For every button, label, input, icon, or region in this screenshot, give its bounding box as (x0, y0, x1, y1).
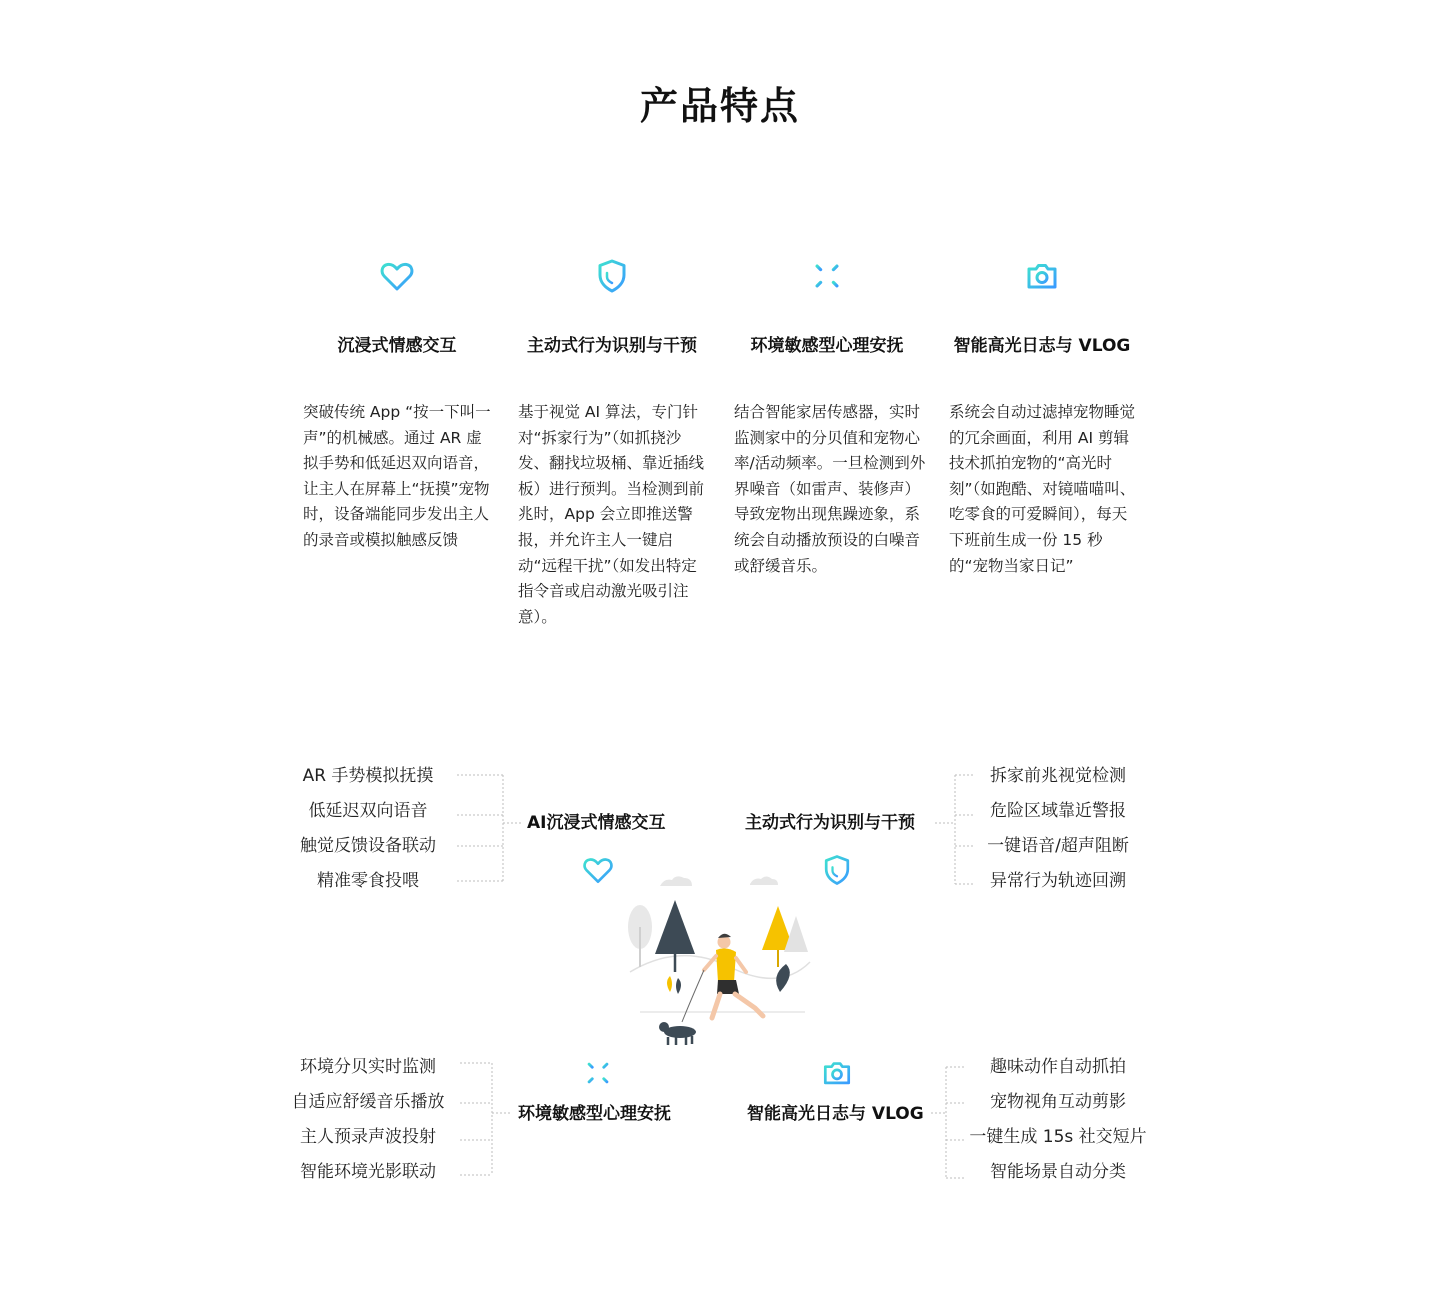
hub3-item-3: 主人预录声波投射 (300, 1127, 436, 1147)
hub2-item-4: 异常行为轨迹回溯 (990, 871, 1126, 891)
hub1-item-4: 精准零食投喂 (317, 871, 419, 891)
hub3-item-2: 自适应舒缓音乐播放 (291, 1092, 445, 1112)
shield-icon (819, 852, 855, 888)
hub-label-2: 主动式行为识别与干预 (745, 813, 915, 833)
feature-title-4: 智能高光日志与 VLOG (953, 336, 1131, 356)
feature-title-3: 环境敏感型心理安抚 (750, 336, 904, 356)
heart-icon (580, 852, 616, 888)
feature-desc-4: 系统会自动过滤掉宠物睡觉的冗余画面，利用 AI 剪辑技术抓拍宠物的“高光时刻”（如跑酷、对镜喵喵叫、吃零食的可爱瞬间），每天下班前生成一份 15 秒的“宠物当家日记” (949, 403, 1136, 575)
page-title: 产品特点 (639, 84, 800, 128)
runner-with-dog-illustration (620, 872, 820, 1052)
hub2-item-3: 一键语音/超声阻断 (987, 836, 1129, 856)
hub4-item-3: 一键生成 15s 社交短片 (969, 1127, 1147, 1147)
hub1-item-1: AR 手势模拟抚摸 (302, 766, 434, 786)
feature-title-1: 沉浸式情感交互 (337, 336, 457, 356)
hub4-item-4: 智能场景自动分类 (990, 1162, 1126, 1182)
feature-title-2: 主动式行为识别与干预 (527, 336, 697, 356)
hub-label-3: 环境敏感型心理安抚 (518, 1104, 671, 1124)
hub2-item-2: 危险区域靠近警报 (990, 801, 1126, 821)
feature-desc-2: 基于视觉 AI 算法，专门针对“拆家行为”（如抓挠沙发、翻找垃圾桶、靠近插线板）进行预判。当检测到前兆时，App 会立即推送警报，并允许主人一键启动“远程干扰”（如发出特定指令音或启动激光吸引注意）。 (518, 403, 705, 626)
hub-label-4: 智能高光日志与 VLOG (747, 1104, 924, 1124)
hub2-item-1: 拆家前兆视觉检测 (990, 766, 1126, 786)
hub1-item-2: 低延迟双向语音 (308, 801, 428, 821)
loading-icon (580, 1055, 616, 1091)
camera-icon (819, 1055, 855, 1091)
hub4-item-1: 趣味动作自动抓拍 (990, 1057, 1126, 1077)
feature-desc-3: 结合智能家居传感器，实时监测家中的分贝值和宠物心率/活动频率。一旦检测到外界噪音（如雷声、装修声）导致宠物出现焦躁迹象，系统会自动播放预设的白噪音或舒缓音乐。 (734, 403, 926, 575)
hub1-item-3: 触觉反馈设备联动 (300, 836, 436, 856)
feature-desc-1: 突破传统 App “按一下叫一声”的机械感。通过 AR 虚拟手势和低延迟双向语音，让主人在屏幕上“抚摸”宠物时，设备端能同步发出主人的录音或模拟触感反馈 (303, 403, 491, 549)
hub3-item-1: 环境分贝实时监测 (300, 1057, 436, 1077)
hub-label-1: AI沉浸式情感交互 (527, 813, 666, 833)
hub3-item-4: 智能环境光影联动 (300, 1162, 436, 1182)
hub4-item-2: 宠物视角互动剪影 (990, 1092, 1126, 1112)
